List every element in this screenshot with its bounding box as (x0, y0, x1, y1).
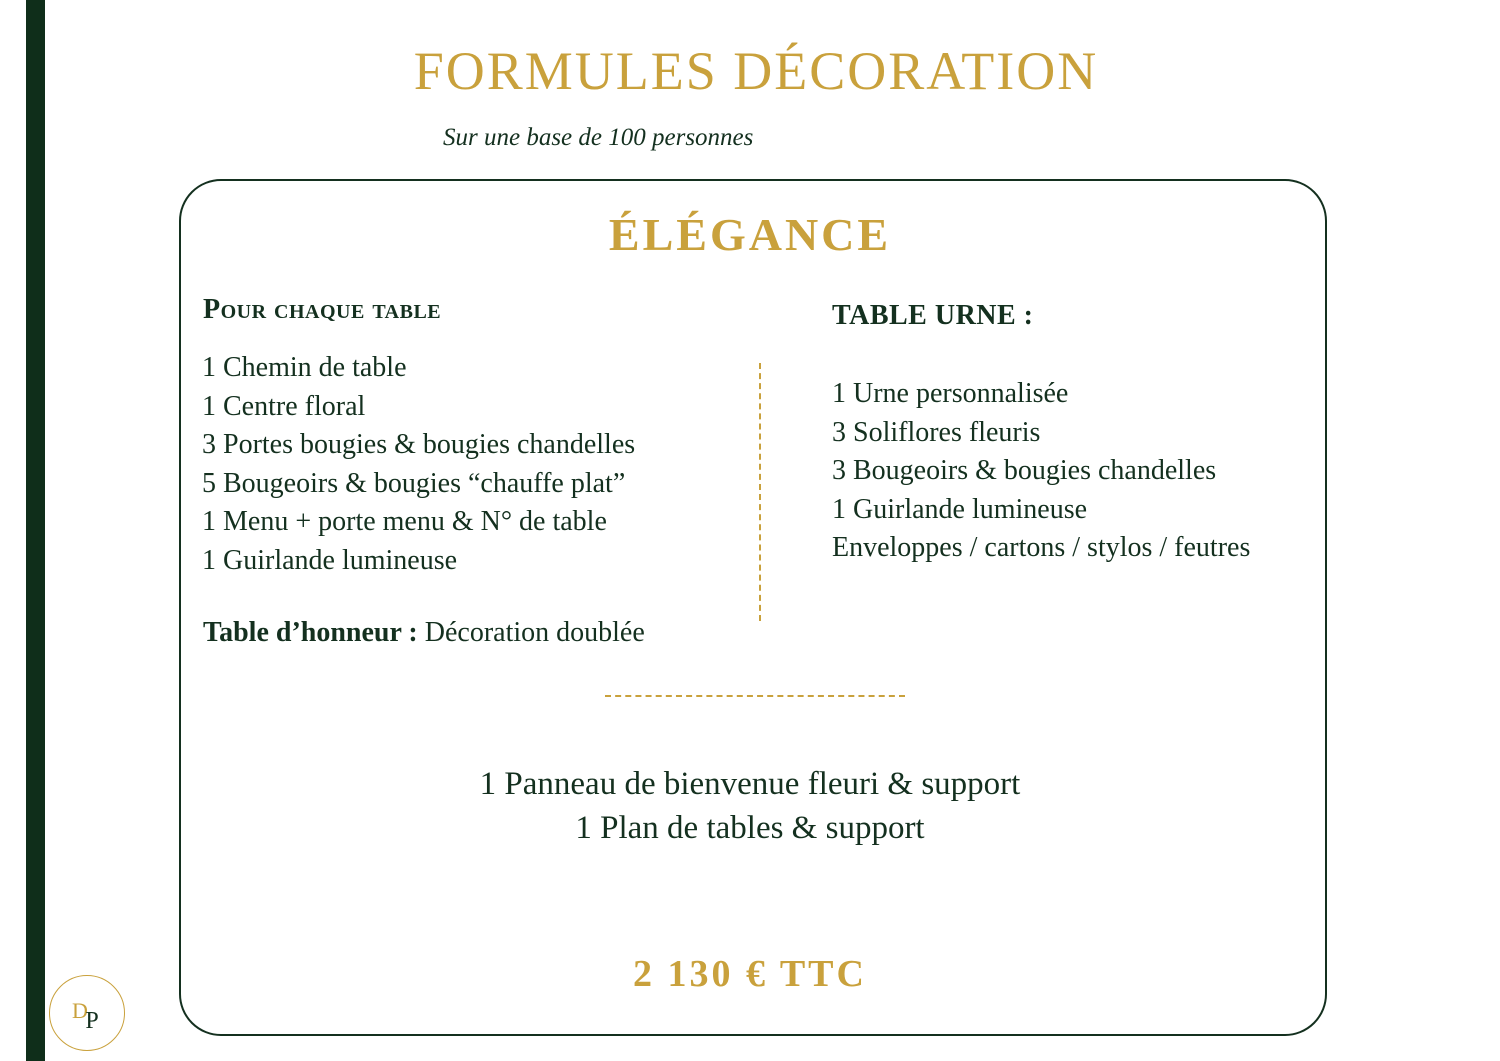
monogram-logo-icon (49, 975, 125, 1051)
svg-text:D: D (72, 998, 88, 1023)
list-item: Enveloppes / cartons / stylos / feutres (832, 532, 1251, 563)
svg-text:P: P (85, 1008, 99, 1034)
column-divider (759, 363, 761, 621)
list-item: 3 Bougeoirs & bougies chandelles (832, 455, 1217, 486)
list-item: 5 Bougeoirs & bougies “chauffe plat” (202, 467, 626, 499)
list-item: 3 Soliflores fleuris (832, 416, 1041, 448)
list-item: 1 Chemin de table (202, 352, 407, 383)
page-subtitle: Sur une base de 100 personnes (443, 124, 754, 151)
monogram-logo-icon (50, 976, 126, 1052)
list-item: 1 Urne personnalisée (832, 378, 1069, 409)
honour-table-label: Table d’honneur : (203, 617, 418, 648)
honour-table-value: Décoration doublée (417, 617, 645, 648)
price: 2 130 € TTC (633, 953, 867, 995)
extras-item: 1 Panneau de bienvenue fleuri & support (479, 766, 1021, 802)
list-item: 1 Menu + porte menu & N° de table (202, 506, 607, 537)
extras-item: 1 Plan de tables & support (575, 810, 925, 846)
page-title: FORMULES DÉCORATION (413, 41, 1099, 101)
list-item: 3 Portes bougies & bougies chandelles (202, 429, 636, 460)
urn-table-heading: TABLE URNE : (832, 300, 1034, 331)
urn-table-list (832, 375, 1250, 568)
list-item: 1 Guirlande lumineuse (202, 544, 458, 576)
per-table-list (202, 349, 635, 580)
honour-table-line (203, 617, 645, 649)
side-accent-bar (26, 0, 45, 1061)
formula-name: ÉLÉGANCE (608, 209, 892, 260)
extras-list (0, 762, 1500, 850)
section-divider (605, 695, 905, 697)
per-table-heading: Pour chaque table (203, 294, 442, 325)
list-item: 1 Centre floral (202, 390, 366, 422)
list-item: 1 Guirlande lumineuse (832, 493, 1088, 525)
